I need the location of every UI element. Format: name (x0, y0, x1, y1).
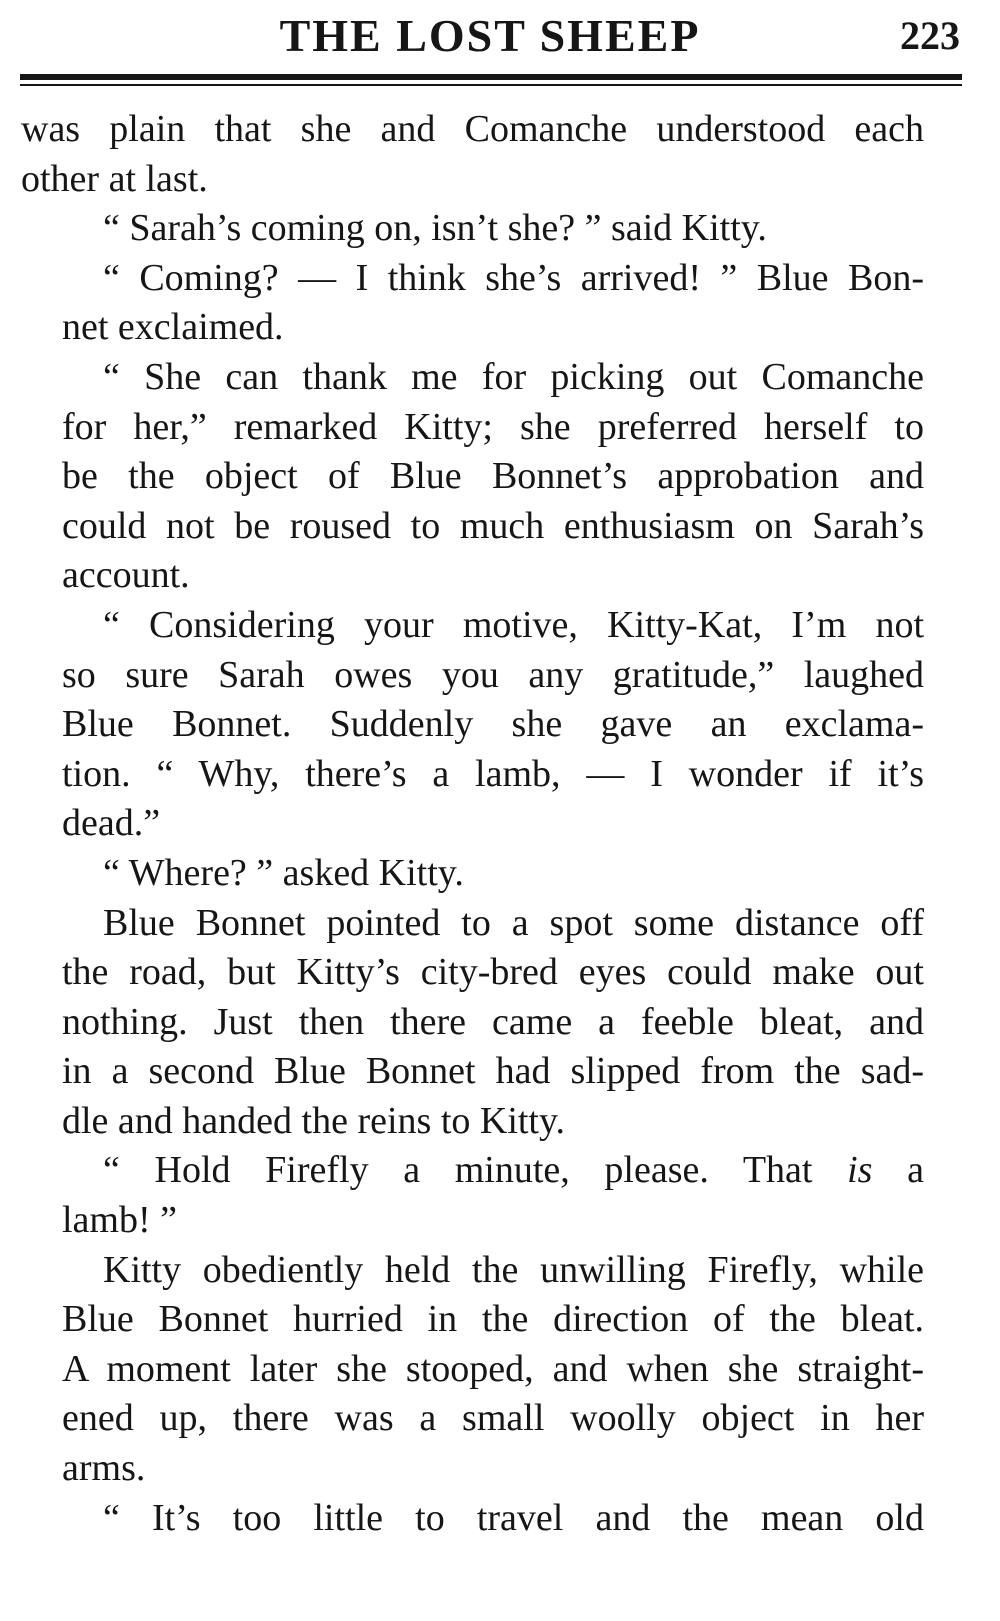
text-line: Blue Bonnet hurried in the direction of the bleat. (62, 1298, 924, 1341)
paragraph-1 (21, 105, 924, 204)
text-line: Blue Bonnet pointed to a spot some distance off (103, 901, 924, 944)
running-title: THE LOST SHEEP (279, 10, 701, 61)
text-line: “ It’s too little to travel and the mean old (103, 1496, 924, 1539)
text-line: was plain that she and Comanche understood each (21, 108, 924, 150)
text-line: “ Where? ” asked Kitty. (103, 851, 464, 894)
text-line: so sure Sarah owes you any gratitude,” laughed (62, 653, 924, 696)
text-line (21, 1146, 924, 1196)
paragraph-2 (21, 204, 924, 254)
text-segment: “ Hold Firefly a minute, please. That (103, 1149, 848, 1192)
text-line: tion. “ Why, there’s a lamb, — I wonder if it’s (62, 752, 924, 795)
text-line: arms. (62, 1447, 146, 1490)
text-line: the road, but Kitty’s city-bred eyes could make out (62, 951, 924, 994)
page-number: 223 (900, 13, 960, 58)
paragraph-9 (21, 1246, 924, 1494)
header-rule-thin (20, 84, 962, 86)
text-line: for her,” remarked Kitty; she preferred herself to (62, 405, 924, 448)
text-line: dead.” (62, 802, 161, 845)
text-line: ened up, there was a small woolly object in her (62, 1397, 924, 1440)
running-head (20, 6, 960, 66)
text-line: Kitty obediently held the unwilling Firefly, while (103, 1248, 924, 1291)
text-line: “ Sarah’s coming on, isn’t she? ” said Kitty. (103, 207, 767, 250)
text-line: A moment later she stooped, and when she straight- (62, 1347, 924, 1390)
text-line: Blue Bonnet. Suddenly she gave an exclama- (62, 703, 924, 746)
text-line: dle and handed the reins to Kitty. (62, 1099, 566, 1142)
text-line: account. (62, 554, 190, 597)
text-line: other at last. (21, 157, 208, 200)
paragraph-3 (21, 254, 924, 353)
text-line: “ Considering your motive, Kitty-Kat, I’m not (103, 603, 924, 646)
paragraph-8 (21, 1146, 924, 1245)
text-line: “ Coming? — I think she’s arrived! ” Blue Bon- (103, 256, 924, 299)
header-rule-thick (20, 74, 962, 80)
text-line: in a second Blue Bonnet had slipped from the sad- (62, 1050, 924, 1093)
paragraph-10 (21, 1494, 924, 1544)
paragraph-4 (21, 353, 924, 601)
text-line: be the object of Blue Bonnet’s approbation and (62, 455, 924, 498)
text-line: could not be roused to much enthusiasm on Sarah’s (62, 504, 924, 547)
text-segment: a (872, 1149, 924, 1192)
body-text (21, 105, 924, 1543)
text-line: net exclaimed. (62, 306, 284, 349)
text-line: nothing. Just then there came a feeble bleat, and (62, 1000, 924, 1043)
paragraph-7 (21, 899, 924, 1147)
text-line: lamb! ” (62, 1199, 178, 1242)
emphasis-text: is (847, 1149, 873, 1192)
paragraph-6 (21, 849, 924, 899)
paragraph-5 (21, 601, 924, 849)
text-line: “ She can thank me for picking out Comanche (103, 355, 924, 398)
